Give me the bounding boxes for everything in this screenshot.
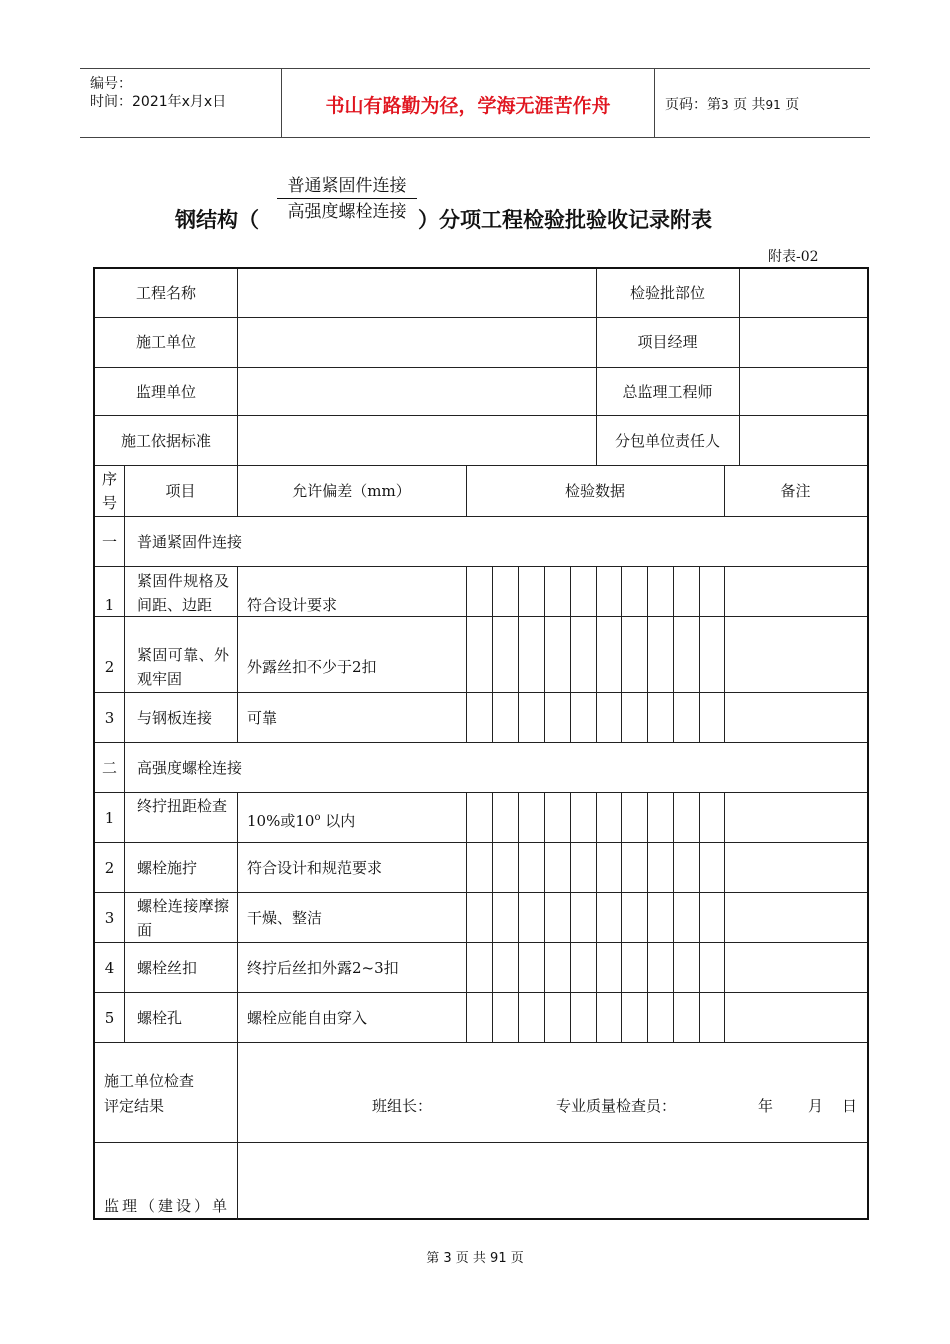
chief-supervisor-label: 总监理工程师 — [622, 383, 713, 401]
batch-part-label: 检验批部位 — [629, 284, 705, 302]
sub-manager-label: 分包单位责任人 — [614, 432, 720, 450]
section-2-no: 二 — [101, 759, 117, 777]
data-cell-divider — [699, 566, 700, 743]
s2-row-3-item: 螺栓连接摩擦面 — [137, 897, 229, 939]
standard-label: 施工依据标准 — [120, 432, 211, 450]
data-cell-divider — [492, 792, 493, 1043]
data-cell-divider — [673, 566, 674, 743]
col-divider — [466, 566, 467, 743]
data-cell-divider — [621, 566, 622, 743]
col-divider — [724, 566, 725, 743]
row-divider — [95, 992, 867, 993]
col-divider — [124, 566, 125, 743]
date-year: 年 — [758, 1097, 774, 1115]
data-cell-divider — [544, 566, 545, 743]
data-cell-divider — [621, 792, 622, 1043]
s2-row-5-req: 螺栓应能自由穿入 — [247, 1009, 368, 1027]
row-divider — [95, 892, 867, 893]
data-cell-divider — [544, 792, 545, 1043]
col-header-tolerance: 允许偏差（mm） — [292, 482, 411, 500]
section-2-title: 高强度螺栓连接 — [137, 759, 243, 777]
s2-row-2-item: 螺栓施拧 — [137, 859, 198, 877]
qc-inspector-label: 专业质量检查员： — [556, 1097, 677, 1115]
col-divider — [739, 269, 740, 466]
s1-row-1-no: 1 — [104, 596, 115, 614]
header-motto-cell — [282, 69, 655, 137]
col-divider — [237, 792, 238, 1043]
page-footer: 第 3 页 共 91 页 — [426, 1251, 524, 1266]
contractor-label: 施工单位 — [135, 333, 196, 351]
header-page-cell — [655, 69, 870, 137]
contractor-eval-label-1: 施工单位检查 — [104, 1072, 195, 1090]
col-divider — [237, 1042, 238, 1220]
row-divider — [95, 842, 867, 843]
s1-row-1-req: 符合设计要求 — [247, 596, 338, 614]
s2-row-4-req: 终拧后丝扣外露2~3扣 — [247, 959, 399, 977]
col-divider — [124, 742, 125, 792]
page-current: 3 — [721, 98, 729, 112]
row-divider — [95, 465, 867, 466]
row-divider — [95, 415, 867, 416]
row-divider — [95, 1042, 867, 1043]
data-cell-divider — [596, 566, 597, 743]
s1-row-2-no: 2 — [104, 658, 115, 676]
title-suffix: ）分项工程检验批验收记录附表 — [418, 208, 712, 232]
col-divider — [124, 792, 125, 1043]
s1-row-3-item: 与钢板连接 — [137, 709, 213, 727]
page-total: 91 — [765, 98, 781, 112]
s2-row-2-no: 2 — [104, 859, 115, 877]
data-cell-divider — [699, 792, 700, 1043]
data-cell-divider — [518, 566, 519, 743]
row-divider — [95, 367, 867, 368]
motto: 书山有路勤为径，学海无涯苦作舟 — [325, 95, 611, 117]
form-number: 附表-02 — [768, 249, 819, 265]
s2-row-1-req — [247, 806, 355, 833]
s2-row-2-req: 符合设计和规范要求 — [247, 859, 383, 877]
section-1-title: 普通紧固件连接 — [137, 533, 243, 551]
s2-row-4-no: 4 — [104, 959, 115, 977]
row-divider — [95, 792, 867, 793]
s1-row-2-req: 外露丝扣不少于2扣 — [247, 658, 377, 676]
page-header — [80, 68, 870, 138]
s2-row-1-req-value: 10%或10 — [247, 812, 315, 830]
row-divider — [95, 566, 867, 567]
s2-row-1-item: 终拧扭距检查 — [137, 797, 228, 815]
s2-row-3-req: 干燥、整洁 — [247, 909, 323, 927]
row-divider — [95, 692, 867, 693]
time-label: 时间：2021年x月x日 — [90, 94, 227, 110]
col-divider — [724, 792, 725, 1043]
title-prefix: 钢结构（ — [175, 208, 259, 232]
supervisor-eval-label: 监理（建设）单 — [104, 1197, 231, 1215]
s2-row-1-no: 1 — [104, 809, 115, 827]
col-header-item: 项目 — [165, 482, 196, 500]
title-option-top: 普通紧固件连接 — [277, 176, 417, 199]
s2-row-1-req-suffix: 以内 — [325, 812, 356, 830]
s1-row-2-item: 紧固可靠、外观牢固 — [137, 646, 229, 688]
degree-superscript: o — [314, 812, 321, 823]
section-1-no: 一 — [101, 533, 117, 551]
contractor-eval-label-2: 评定结果 — [104, 1097, 165, 1115]
col-divider — [237, 566, 238, 743]
number-label: 编号： — [90, 76, 132, 92]
page-prefix: 页码：第 — [665, 97, 721, 113]
row-divider — [95, 1142, 867, 1143]
col-header-remark: 备注 — [780, 482, 811, 500]
data-cell-divider — [596, 792, 597, 1043]
s2-row-5-no: 5 — [104, 1009, 115, 1027]
date-day: 日 — [842, 1097, 858, 1115]
data-cell-divider — [647, 792, 648, 1043]
col-header-seq: 序号 — [102, 470, 118, 512]
col-divider — [466, 792, 467, 1043]
s1-row-3-no: 3 — [104, 709, 115, 727]
s1-row-1-item: 紧固件规格及间距、边距 — [137, 572, 229, 614]
project-manager-label: 项目经理 — [637, 333, 698, 351]
s2-row-5-item: 螺栓孔 — [137, 1009, 183, 1027]
data-cell-divider — [647, 566, 648, 743]
row-divider — [95, 742, 867, 743]
project-name-label: 工程名称 — [135, 284, 196, 302]
data-cell-divider — [492, 566, 493, 743]
s2-row-4-item: 螺栓丝扣 — [137, 959, 198, 977]
row-divider — [95, 317, 867, 318]
data-cell-divider — [673, 792, 674, 1043]
col-divider — [237, 269, 238, 466]
row-divider — [95, 942, 867, 943]
title-option-fraction — [277, 176, 417, 222]
supervisor-label: 监理单位 — [135, 383, 196, 401]
data-cell-divider — [570, 792, 571, 1043]
row-divider — [95, 516, 867, 517]
team-leader-label: 班组长： — [372, 1097, 433, 1115]
title-option-bottom: 高强度螺栓连接 — [287, 202, 407, 222]
date-month: 月 — [808, 1097, 824, 1115]
col-divider — [124, 516, 125, 566]
col-header-data: 检验数据 — [564, 482, 625, 500]
s2-row-3-no: 3 — [104, 909, 115, 927]
page-suffix: 页 — [785, 97, 800, 113]
data-cell-divider — [518, 792, 519, 1043]
s1-row-3-req: 可靠 — [247, 709, 278, 727]
header-left-cell — [80, 69, 282, 137]
page-mid: 页 共 — [733, 97, 766, 113]
data-cell-divider — [570, 566, 571, 743]
inspection-table — [93, 267, 869, 1220]
page-indicator — [665, 94, 799, 114]
